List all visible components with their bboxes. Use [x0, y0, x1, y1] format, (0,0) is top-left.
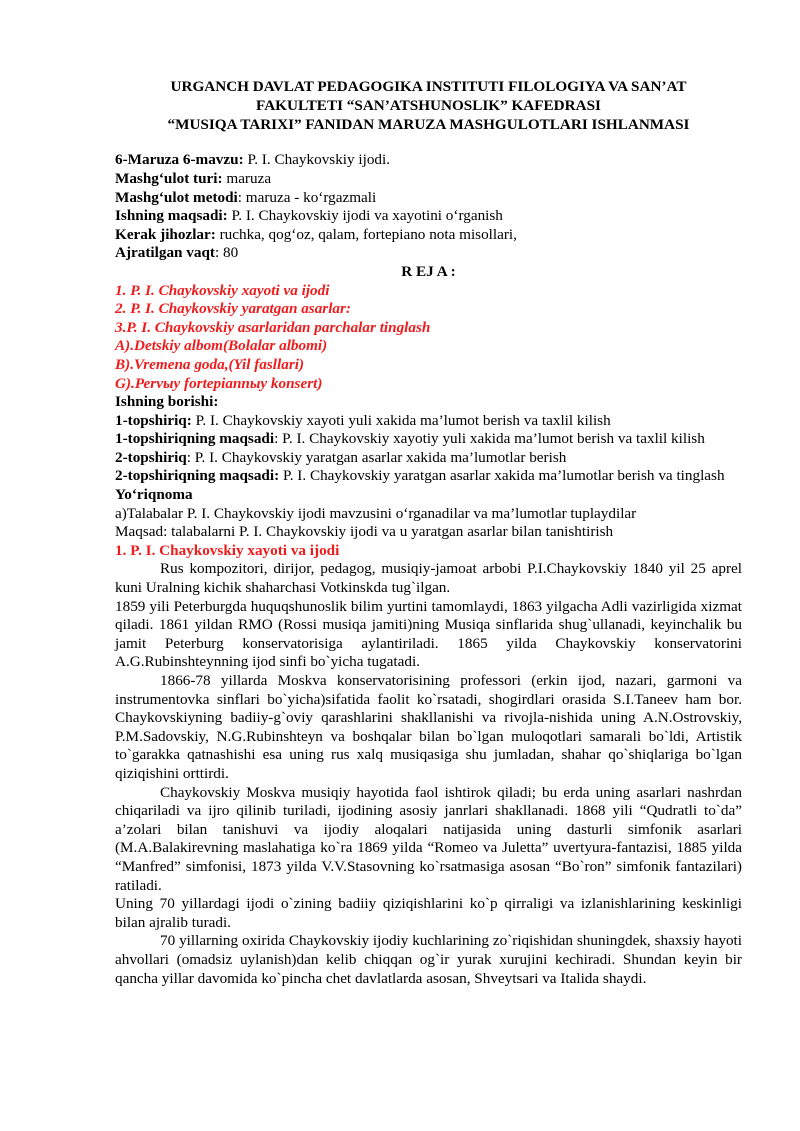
progress-heading [115, 393, 742, 412]
paragraph: Chaykovskiy Moskva musiqiy hayotida faol ishtirok qiladi; bu erda uning asarlari nashrdan chiqariladi va ijro qilinib turiladi, ijodining asosiy janrlari shakllanadi. 1868 yili “Qudratli to`da” a’zolari bilan tanishuvi va ijodiy aloqalari natijasida uning dasturli simfonik asarlari (M.A.Balakirevning maslahatiga ko`ra 1869 yilda “Romeo va Juletta” uvertyura-fantazisi, 1885 yilda “Manfred” simfonisi, 1873 yilda V.V.Stasovning ko`rsatmasiga asosan “Bo`ron” simfonik fantazilari) ratiladi. [115, 783, 742, 894]
guide-heading [115, 486, 742, 505]
meta-equipment [115, 226, 742, 245]
meta-type-label: Mashg‘ulot turi: [115, 169, 223, 187]
task-2 [115, 449, 742, 468]
paragraph: Uning 70 yillardagi ijodi o`zining badiiy qiziqishlarini ko`p qirraligi va izlanishlarining keskinligi bilan ajralib turadi. [115, 895, 742, 931]
guide-heading-text: Yo‘riqnoma [115, 486, 193, 504]
task-1-goal-label: 1-topshiriqning maqsadi [115, 430, 275, 448]
meta-method-label: Mashg‘ulot metodi [115, 188, 238, 206]
task-2-goal [115, 467, 742, 486]
title-line-1: URGANCH DAVLAT PEDAGOGIKA INSTITUTI FILOLOGIYA VA SAN’AT [170, 78, 687, 95]
plan-item: 1. P. I. Chaykovskiy xayoti va ijodi [115, 281, 330, 299]
title-line-3: “MUSIQA TARIXI” FANIDAN MARUZA MASHGULOTLARI ISHLANMASI [167, 115, 690, 133]
meta-topic-value: P. I. Chaykovskiy ijodi. [243, 151, 391, 169]
plan-item: G).Реrvыy fortepiannыy konsert) [115, 374, 323, 392]
meta-time [115, 244, 742, 263]
plan-item: 3.P. I. Chaykovskiy asarlaridan parchalar tinglash [115, 318, 431, 336]
meta-equipment-label: Kerak jihozlar: [115, 225, 216, 243]
plan-list [115, 282, 742, 394]
lesson-meta [115, 151, 742, 263]
task-1-goal-text: : P. I. Chaykovskiy xayotiy yuli xakida ma’lumot berish va taxlil kilish [274, 430, 705, 448]
paragraph: Rus kompozitori, dirijor, pedagog, musiqiy-jamoat arbobi P.I.Chaykovskiy 1840 yil 25 aprel kuni Uralning kichik shaharchasi Votkinskda tug`ilgan. [115, 560, 742, 597]
task-2-goal-label: 2-topshiriqning maqsadi: [115, 467, 280, 485]
task-1-label: 1-topshiriq: [115, 411, 192, 429]
task-1-goal [115, 430, 742, 449]
paragraph: 70 yillarning oxirida Chaykovskiy ijodiy kuchlarining zo`riqishidan shuningdek, shaxsiy hayoti ahvollari (omadsiz uylanish)dan kelib chiqqan og`ir yurak xurujini kechiradi. Shundan keyin bir qancha yillar davomida ko`pincha chet davlatlarda asosan, Shveytsari va Italida shaydi. [115, 932, 742, 987]
meta-topic [115, 151, 742, 170]
meta-type [115, 170, 742, 189]
meta-equipment-value: ruchka, qog‘oz, qalam, fortepiano nota misollari, [215, 225, 517, 243]
meta-topic-label: 6-Maruza 6-mavzu: [115, 151, 244, 169]
progress-heading-text: Ishning borishi: [115, 393, 219, 411]
section-heading: 1. P. I. Chaykovskiy xayoti va ijodi [115, 541, 340, 559]
task-2-text: : P. I. Chaykovskiy yaratgan asarlar xakida ma’lumotlar berish [186, 448, 567, 466]
guide-line-2: Maqsad: talabalarni P. I. Chaykovskiy ijodi va u yaratgan asarlar bilan tanishtirish [115, 523, 614, 541]
meta-goal [115, 207, 742, 226]
task-1 [115, 412, 742, 431]
meta-time-value: : 80 [214, 244, 239, 262]
paragraph: 1866-78 yillarda Moskva konservatorisining professori (erkin ijod, nazari, garmoni va instrumentovka sinflari bo`yicha)sifatida faolit ko`rsatadi, shogirdlari orasida S.I.Taneev ham bor. Chaykovskiyning badiiy-g`oviy qarashlarini shakllanishi va rivojla-nishida uning A.N.Ostrovskiy, P.M.Sadovskiy, N.G.Rubinshteyn va boshqalar bilan bo`lgan muloqotlari samarali bo`ldi, Artistik to`garakka qatnashishi esa uning rus xalq musiqasiga shu jumladan, shahar qo`shiqlariga bo`lgan qiziqishini orttirdi. [115, 672, 742, 782]
task-2-goal-text: P. I. Chaykovskiy yaratgan asarlar xakida ma’lumotlar berish va tinglash [279, 467, 725, 485]
meta-goal-value: P. I. Chaykovskiy ijodi va xayotini o‘rganish [227, 207, 503, 225]
meta-time-label: Ajratilgan vaqt [115, 244, 215, 262]
task-1-text: P. I. Chaykovskiy xayoti yuli xakida ma’lumot berish va taxlil kilish [191, 411, 611, 429]
plan-heading: R EJ A : [401, 262, 456, 280]
document-title [115, 78, 742, 134]
meta-method-value: : maruza - ko‘rgazmali [237, 188, 377, 206]
meta-type-value: maruza [222, 169, 272, 187]
guide-line-1: a)Talabalar P. I. Chaykovskiy ijodi mavzusini o‘rganadilar va ma’lumotlar tuplaydilar [115, 504, 637, 522]
document-body [115, 78, 742, 988]
plan-item: A).Detskiy albom(Bolalar albomi) [115, 337, 328, 355]
meta-method [115, 189, 742, 208]
paragraph: 1859 yili Peterburgda huquqshunoslik bilim yurtini tamomlaydi, 1863 yilgacha Adli vazirligida xizmat qiladi. 1861 yildan RMO (Rossi musiqa jamiti)ning Musiqa sinflarida shug`ullanadi, keyinchalik bu jamit Peterburg konservatorisiga aylantiriladi. 1865 yilda Chaykovskiy konservatorini A.G.Rubinshteynning ijod sinfi bo`yicha tugatadi. [115, 597, 742, 671]
plan-item: 2. P. I. Chaykovskiy yaratgan asarlar: [115, 300, 351, 318]
task-2-label: 2-topshiriq [115, 448, 187, 466]
plan-item: B).Vremena goda,(Yil fasllari) [115, 355, 305, 373]
meta-goal-label: Ishning maqsadi: [115, 207, 228, 225]
title-line-2: FAKULTETI “SAN’ATSHUNOSLIK” KAFEDRASI [256, 96, 601, 114]
